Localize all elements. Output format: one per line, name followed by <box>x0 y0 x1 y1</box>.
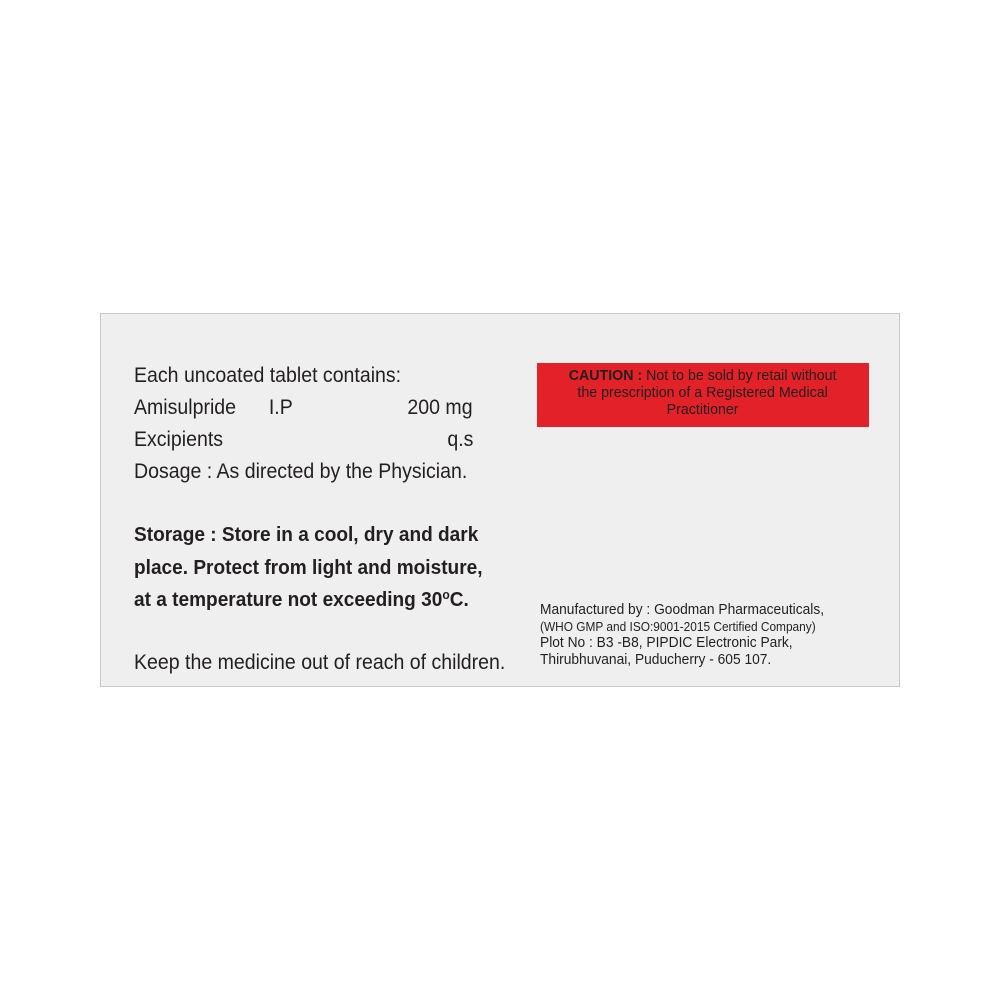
caution-line-text: Not to be sold by retail without <box>642 368 837 384</box>
storage-line: place. Protect from light and moisture, <box>134 555 483 579</box>
composition-block <box>134 360 506 488</box>
storage-instructions <box>134 519 525 617</box>
dosage-row <box>134 456 506 488</box>
storage-temperature-unit: C. <box>449 588 469 611</box>
caution-line: the prescription of a Registered Medical <box>577 385 829 401</box>
storage-line <box>134 584 525 617</box>
storage-temperature-text: at a temperature not exceeding 30 <box>134 588 443 611</box>
caution-line <box>569 368 837 385</box>
manufacturer-certification: (WHO GMP and ISO:9001-2015 Certified Company) <box>540 620 816 634</box>
ingredient-name: Amisulpride <box>134 396 237 419</box>
ingredient-row <box>134 392 506 424</box>
dosage-text: Dosage : As directed by the Physician. <box>134 460 468 483</box>
ingredient-row <box>134 424 506 456</box>
degree-symbol: o <box>442 587 450 602</box>
manufacturer-info <box>540 602 824 669</box>
manufacturer-address: Plot No : B3 -B8, PIPDIC Electronic Park, <box>540 635 793 651</box>
ingredient-name: Excipients <box>134 428 224 451</box>
caution-label: CAUTION : <box>569 368 643 384</box>
caution-text <box>569 368 837 419</box>
composition-heading <box>134 360 506 392</box>
children-warning: Keep the medicine out of reach of children. <box>134 651 506 674</box>
ingredient-standard: I.P <box>268 396 293 419</box>
ingredient-quantity: q.s <box>447 428 474 451</box>
ingredient-quantity: 200 mg <box>407 396 473 419</box>
label-panel <box>100 313 900 687</box>
manufacturer-address: Thirubhuvanai, Puducherry - 605 107. <box>540 652 772 668</box>
manufacturer-name: Manufactured by : Goodman Pharmaceuticals, <box>540 602 825 618</box>
caution-box <box>537 363 869 427</box>
composition-heading-text: Each uncoated tablet contains: <box>134 364 402 387</box>
storage-line: Storage : Store in a cool, dry and dark <box>134 523 479 546</box>
caution-line: Practitioner <box>667 402 739 418</box>
